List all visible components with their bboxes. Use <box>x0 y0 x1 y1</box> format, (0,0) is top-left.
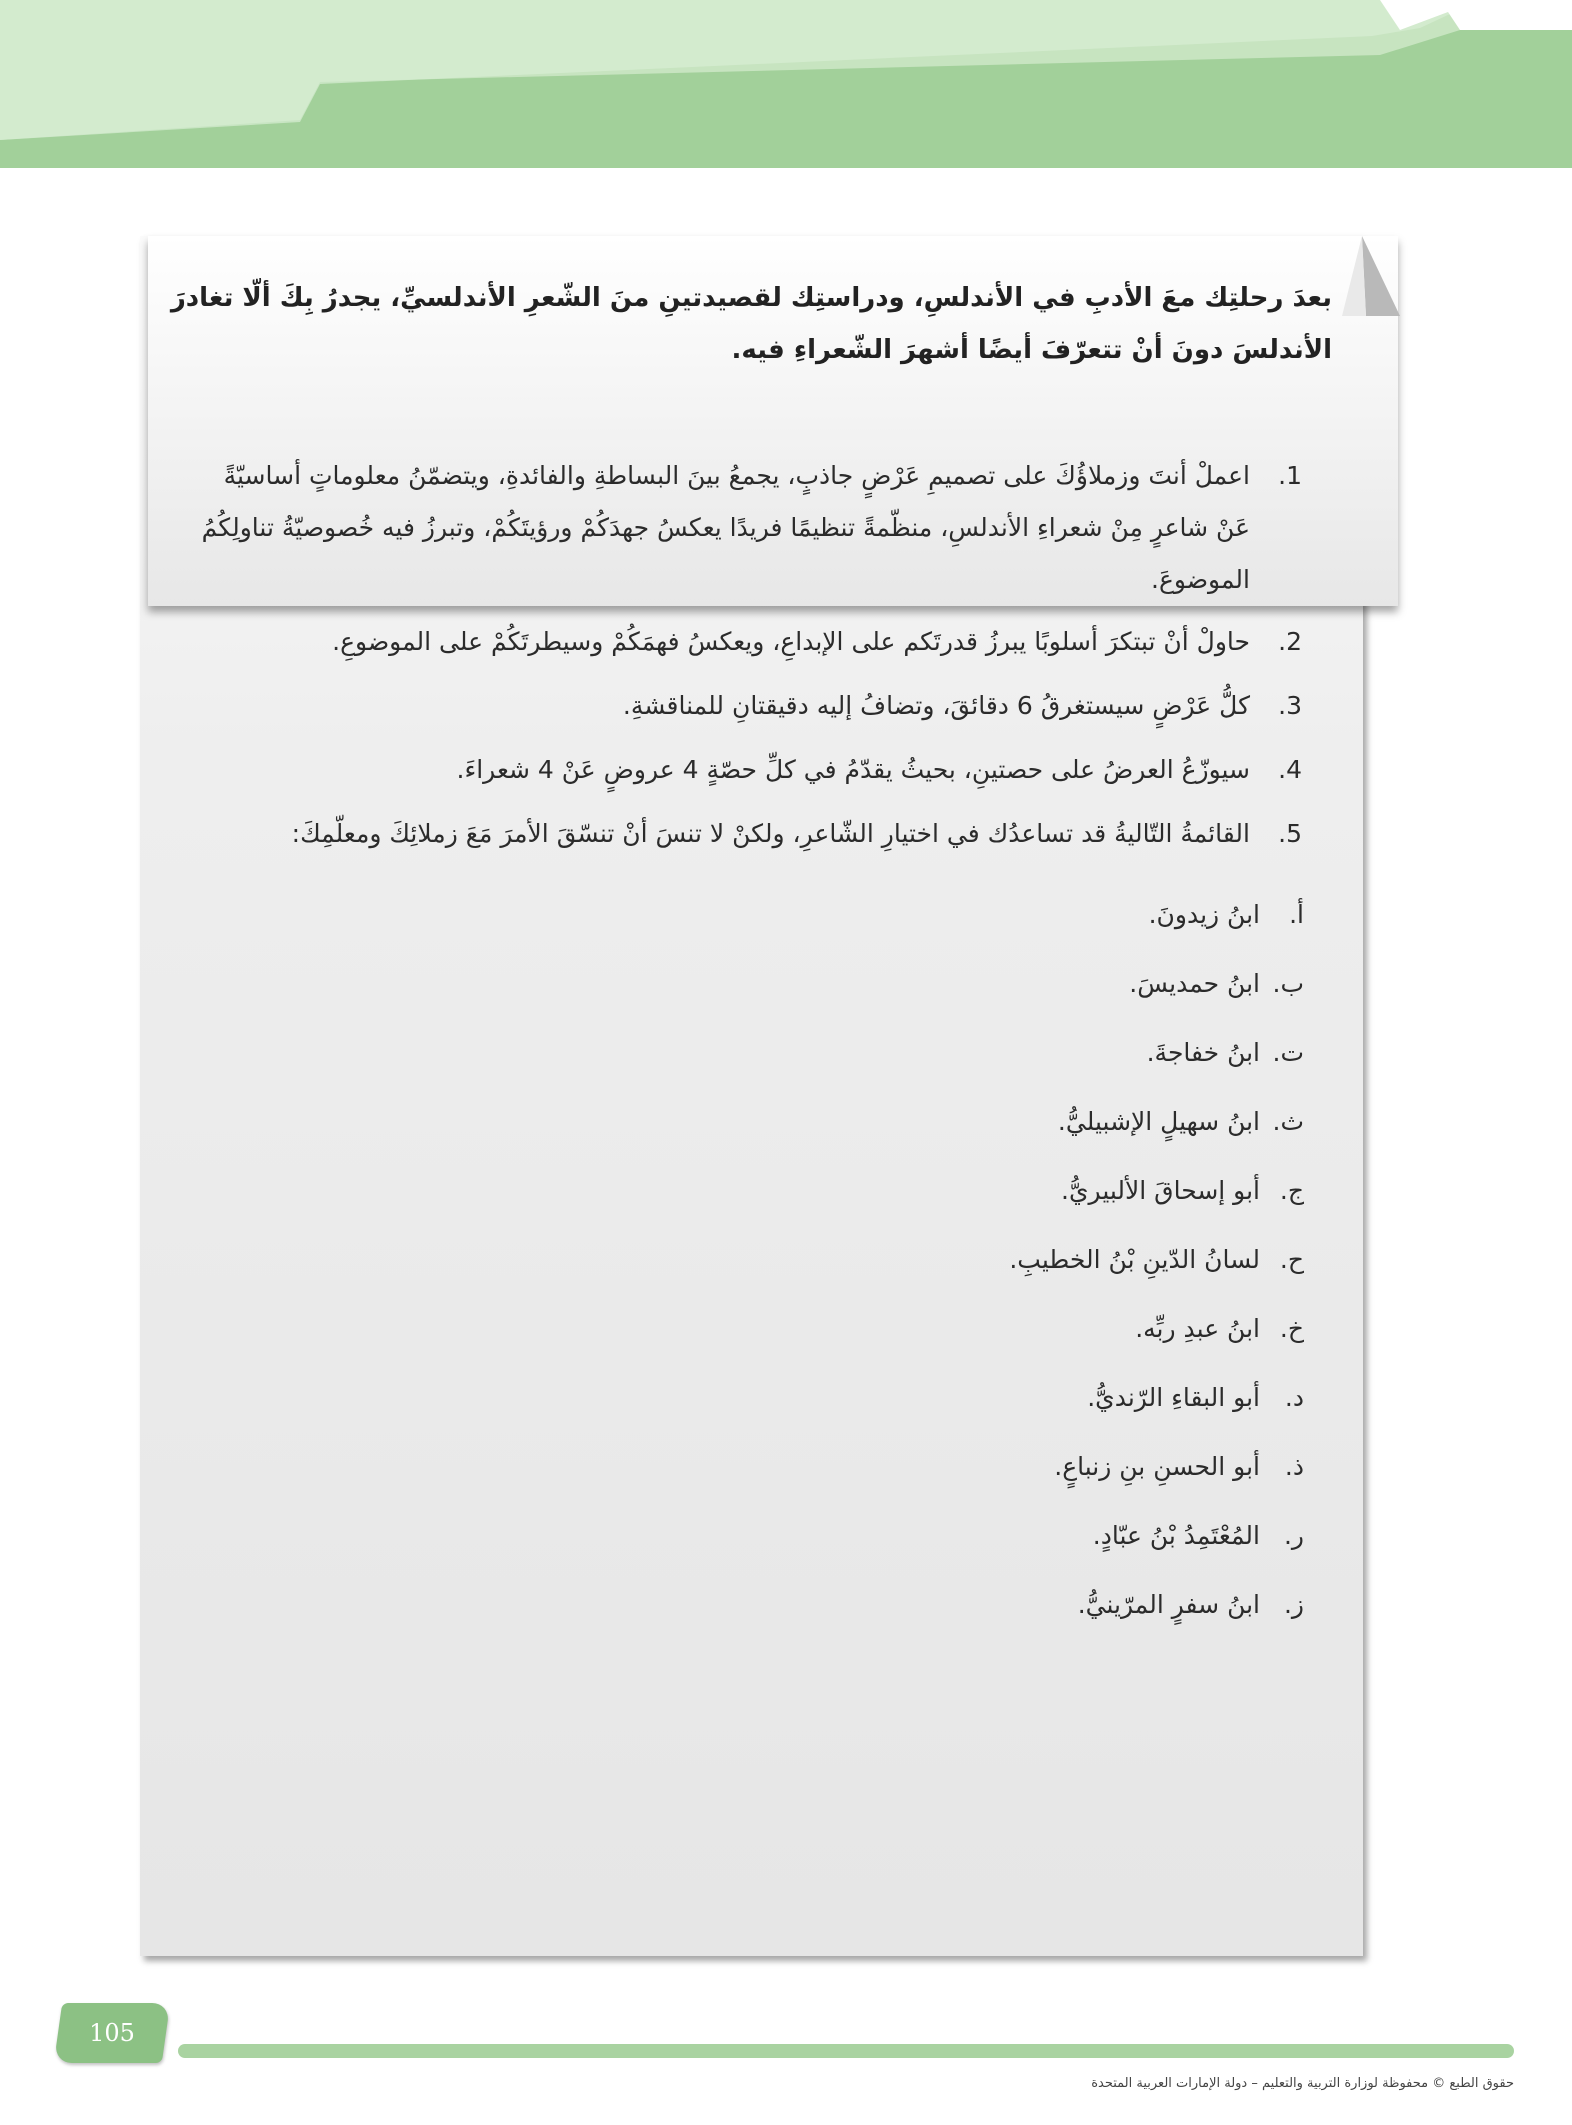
instruction-text: حاولْ أنْ تبتكرَ أسلوبًا يبرزُ قدرتَكم على الإبداعِ، ويعكسُ فهمَكُمْ وسيطرتَكُمْ على الموضوعِ. <box>332 627 1250 656</box>
poet-name: لسانُ الدّينِ بْنُ الخطيبِ. <box>1009 1245 1260 1274</box>
poet-letter: ح. <box>1279 1245 1304 1274</box>
poet-name: ابنُ خفاجةَ. <box>1146 1038 1260 1067</box>
poet-letter: خ. <box>1279 1314 1304 1343</box>
intro-paragraph: بعدَ رحلتِك معَ الأدبِ في الأندلسِ، ودراستِك لقصيدتينِ منَ الشّعرِ الأندلسيِّ، يجدرُ بِكَ ألّا تغادرَ الأندلسَ دونَ أنْ تتعرّفَ أيضًا أشهرَ الشّعراءِ فيه. <box>170 283 1332 365</box>
poet-letter: ز. <box>1283 1590 1304 1619</box>
instruction-number: 3. <box>1278 691 1302 720</box>
instruction-item <box>182 614 1302 670</box>
poet-letter: ر. <box>1283 1521 1304 1550</box>
poet-item <box>704 1225 1304 1294</box>
page-number: 105 <box>89 2019 135 2047</box>
instruction-item <box>182 806 1302 862</box>
fold-face <box>1342 236 1366 316</box>
page-fold-corner <box>1330 236 1400 316</box>
header-banner <box>0 0 1572 168</box>
instruction-number: 4. <box>1278 755 1302 784</box>
instruction-item <box>182 678 1302 734</box>
footer-divider <box>178 2044 1514 2058</box>
poet-name: ابنُ حمديسَ. <box>1129 969 1260 998</box>
poet-name: أبو إسحاقَ الألبيريُّ. <box>1061 1176 1260 1205</box>
poet-letter: أ. <box>1289 900 1304 929</box>
poet-name: أبو البقاءِ الرّنديُّ. <box>1087 1383 1260 1412</box>
poets-list <box>704 880 1304 1639</box>
poet-name: المُعْتَمِدُ بْنُ عبّادٍ. <box>1092 1521 1260 1550</box>
poet-item <box>704 1294 1304 1363</box>
instruction-text: اعملْ أنتَ وزملاؤُكَ على تصميمِ عَرْضٍ جاذبٍ، يجمعُ بينَ البساطةِ والفائدةِ، ويتضمّنُ معلوماتٍ أساسيّةً عَنْ شاعرٍ مِنْ شعراءِ الأندلسِ، منظّمةً تنظيمًا فريدًا يعكسُ جهدَكُمْ ورؤيتَكُمْ، وتبرزُ فيه خُصوصيّةُ تناولِكُمُ الموضوعَ. <box>201 461 1250 594</box>
poet-item <box>704 1363 1304 1432</box>
poet-letter: ت. <box>1272 1038 1304 1067</box>
copyright-notice: حقوق الطبع © محفوظة لوزارة التربية والتعليم – دولة الإمارات العربية المتحدة <box>1091 2076 1514 2091</box>
poet-name: أبو الحسنِ بنِ زنباعٍ. <box>1054 1452 1260 1481</box>
instruction-text: سيوزّعُ العرضُ على حصتينِ، بحيثُ يقدّمُ في كلِّ حصّةٍ 4 عروضٍ عَنْ 4 شعراءَ. <box>456 755 1250 784</box>
fold-shadow <box>1362 236 1400 316</box>
instructions-list <box>182 450 1302 870</box>
poet-name: ابنُ زيدونَ. <box>1148 900 1260 929</box>
instruction-text: القائمةُ التّاليةُ قد تساعدُك في اختيارِ الشّاعرِ، ولكنْ لا تنسَ أنْ تنسّقَ الأمرَ مَعَ زملائِكَ ومعلّمِكَ: <box>291 819 1250 848</box>
poet-letter: ث. <box>1272 1107 1304 1136</box>
poet-item <box>704 880 1304 949</box>
poet-name: ابنُ عبدِ ربِّه. <box>1135 1314 1260 1343</box>
poet-item <box>704 1156 1304 1225</box>
poet-item <box>704 1501 1304 1570</box>
instruction-text: كلُّ عَرْضٍ سيستغرقُ 6 دقائقَ، وتضافُ إليه دقيقتانِ للمناقشةِ. <box>622 691 1250 720</box>
poet-item <box>704 949 1304 1018</box>
poet-item <box>704 1570 1304 1639</box>
poet-letter: د. <box>1284 1383 1304 1412</box>
instruction-number: 5. <box>1278 819 1302 848</box>
instruction-number: 2. <box>1278 627 1302 656</box>
poet-item <box>704 1018 1304 1087</box>
poet-letter: ج. <box>1279 1176 1304 1205</box>
poet-letter: ب. <box>1272 969 1304 998</box>
instruction-number: 1. <box>1278 461 1302 490</box>
poet-name: ابنُ سفرٍ المرّينيُّ. <box>1077 1590 1260 1619</box>
instruction-item <box>182 742 1302 798</box>
poet-name: ابنُ سهيلٍ الإشبيليُّ. <box>1057 1107 1260 1136</box>
poet-letter: ذ. <box>1284 1452 1304 1481</box>
instruction-item <box>182 450 1302 606</box>
poet-item <box>704 1087 1304 1156</box>
poet-item <box>704 1432 1304 1501</box>
